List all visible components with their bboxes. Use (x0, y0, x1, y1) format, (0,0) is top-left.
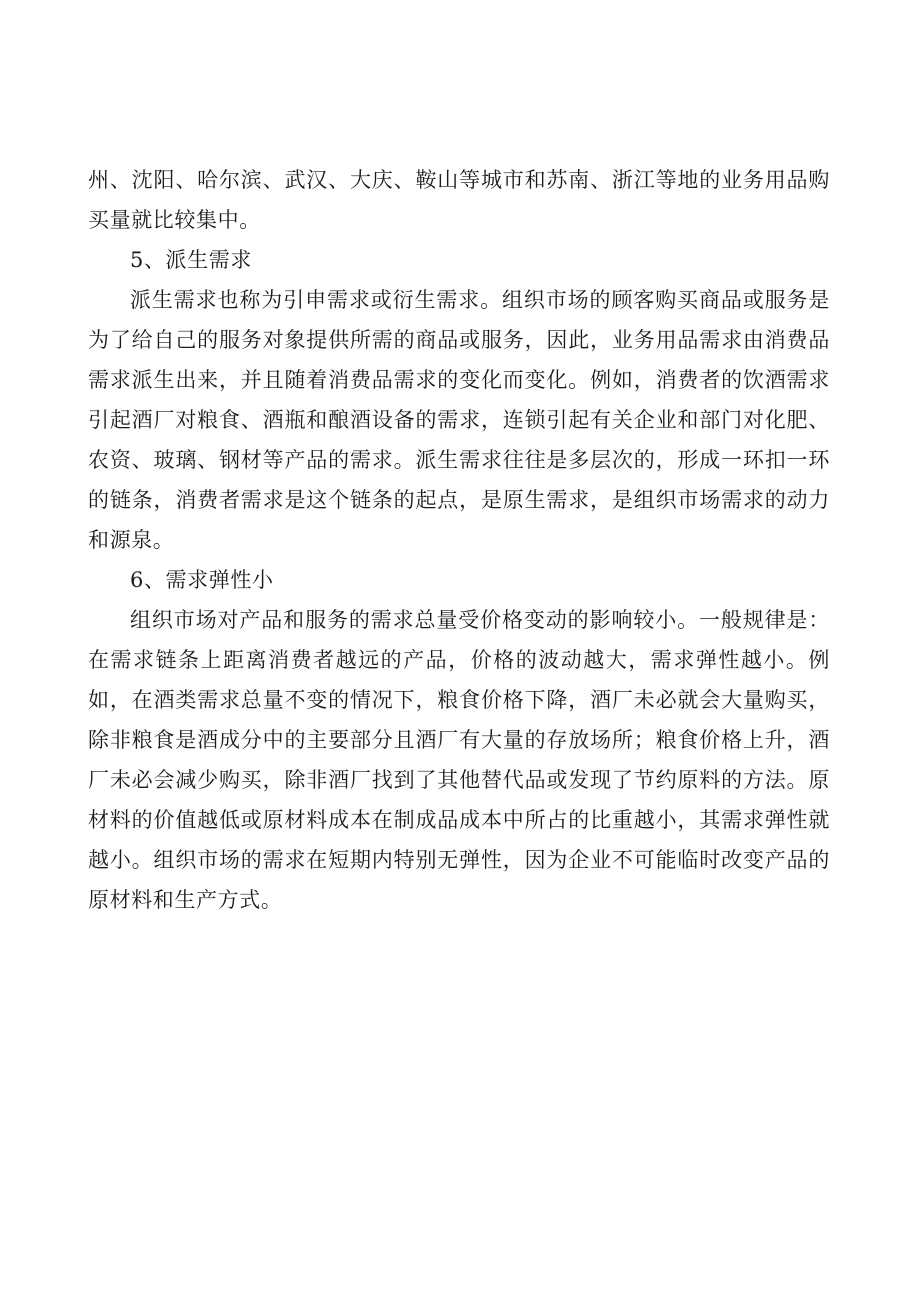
paragraph-low-elasticity: 组织市场对产品和服务的需求总量受价格变动的影响较小。一般规律是：在需求链条上距离消费者越远的产品，价格的波动越大，需求弹性越小。例如，在酒类需求总量不变的情况下，粮食价格下降，酒厂未必就会大量购买，除非粮食是酒成分中的主要部分且酒厂有大量的存放场所；粮食价格上升，酒厂未必会减少购买，除非酒厂找到了其他替代品或发现了节约原料的方法。原材料的价值越低或原材料成本在制成品成本中所占的比重越小，其需求弹性就越小。组织市场的需求在短期内特别无弹性，因为企业不可能临时改变产品的原材料和生产方式。 (88, 608, 830, 912)
document-page (88, 160, 830, 920)
section-heading-low-elasticity: 6、需求弹性小 (130, 568, 274, 592)
paragraph-derived-demand: 派生需求也称为引申需求或衍生需求。组织市场的顾客购买商品或服务是为了给自己的服务对象提供所需的商品或服务，因此，业务用品需求由消费品需求派生出来，并且随着消费品需求的变化而变化。例如，消费者的饮酒需求引起酒厂对粮食、酒瓶和酿酒设备的需求，连锁引起有关企业和部门对化肥、农资、玻璃、钢材等产品的需求。派生需求往往是多层次的，形成一环扣一环的链条，消费者需求是这个链条的起点，是原生需求，是组织市场需求的动力和源泉。 (88, 288, 830, 552)
section-heading-derived-demand: 5、派生需求 (130, 248, 252, 272)
paragraph-continuation: 州、沈阳、哈尔滨、武汉、大庆、鞍山等城市和苏南、浙江等地的业务用品购买量就比较集中。 (88, 168, 830, 232)
